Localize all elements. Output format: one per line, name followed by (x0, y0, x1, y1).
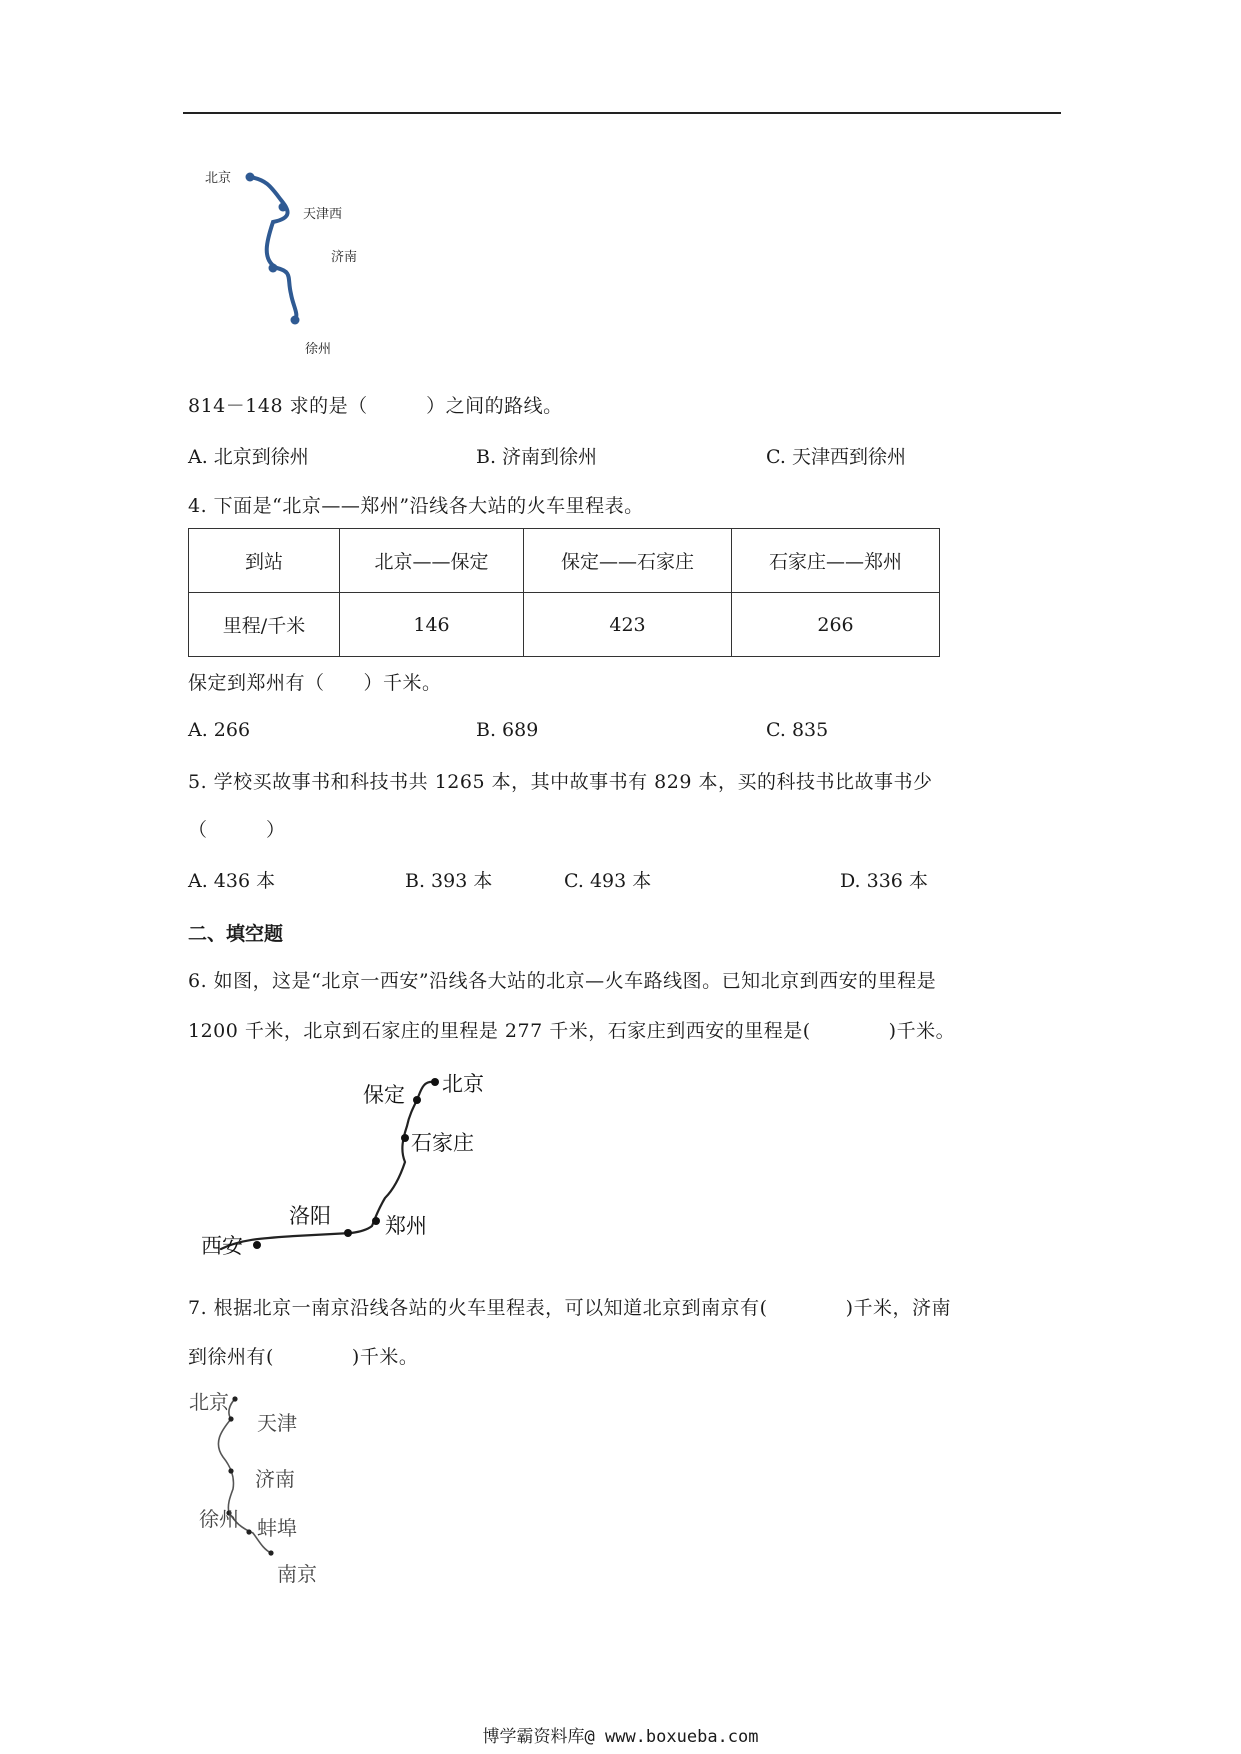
station-dot (372, 1217, 380, 1225)
question-7-line-1: 7. 根据北京一南京沿线各站的火车里程表，可以知道北京到南京有( )千米，济南 (188, 1297, 951, 1319)
header-rule (183, 112, 1061, 114)
station-dot (344, 1229, 352, 1237)
table-header-cell: 到站 (189, 529, 340, 593)
question-7-line-2: 到徐州有( )千米。 (188, 1346, 419, 1368)
question-3-option-b[interactable]: B. 济南到徐州 (476, 446, 598, 468)
station-dot (253, 1241, 261, 1249)
station-label: 北京 (205, 171, 232, 186)
station-label: 郑州 (385, 1214, 427, 1238)
question-6-line-2: 1200 千米，北京到石家庄的里程是 277 千米，石家庄到西安的里程是( )千米。 (188, 1020, 956, 1042)
route-map-beijing-xian (195, 1060, 525, 1270)
station-label: 北京 (189, 1390, 229, 1414)
station-dot (291, 316, 300, 325)
station-dot (228, 1468, 233, 1473)
station-dot (269, 264, 278, 273)
station-label: 蚌埠 (257, 1516, 297, 1540)
question-5-option-d[interactable]: D. 336 本 (840, 870, 928, 892)
route-map-beijing-nanjing (185, 1385, 385, 1595)
station-label: 保定 (363, 1083, 405, 1107)
station-label: 徐州 (199, 1507, 239, 1531)
question-4-option-b[interactable]: B. 689 (476, 719, 539, 741)
route-map-beijing-xuzhou (195, 160, 395, 360)
station-dot (246, 173, 255, 182)
station-label: 济南 (331, 250, 358, 265)
question-5-stem-line-2: （ ） (188, 819, 286, 841)
station-label: 南京 (277, 1562, 317, 1586)
station-dot (246, 1529, 251, 1534)
question-3-option-a[interactable]: A. 北京到徐州 (188, 446, 309, 468)
station-dot (228, 1416, 233, 1421)
table-cell: 里程/千米 (189, 593, 340, 657)
station-label: 北京 (442, 1072, 484, 1096)
station-dot (413, 1096, 421, 1104)
table-header-cell: 北京——保定 (340, 529, 524, 593)
mileage-table (188, 528, 940, 657)
station-label: 石家庄 (411, 1131, 474, 1155)
question-5-option-a[interactable]: A. 436 本 (188, 870, 276, 892)
table-cell: 146 (340, 593, 524, 657)
route-line (250, 177, 296, 320)
question-3-stem: 814－148 求的是（ ）之间的路线。 (188, 395, 563, 417)
question-5-stem-line-1: 5. 学校买故事书和科技书共 1265 本，其中故事书有 829 本，买的科技书比故事书少 (188, 771, 933, 793)
station-label: 西安 (201, 1234, 243, 1258)
station-label: 徐州 (305, 342, 332, 357)
station-dot (431, 1078, 439, 1086)
question-4-option-c[interactable]: C. 835 (766, 719, 829, 741)
table-header-cell: 保定——石家庄 (524, 529, 732, 593)
station-dot (279, 203, 288, 212)
station-label: 天津西 (303, 207, 343, 222)
station-dot (401, 1134, 409, 1142)
station-label: 天津 (257, 1411, 297, 1435)
question-3-option-c[interactable]: C. 天津西到徐州 (766, 446, 906, 468)
table-row (189, 593, 940, 657)
question-4-stem: 4. 下面是“北京——郑州”沿线各大站的火车里程表。 (188, 495, 644, 517)
station-label: 洛阳 (289, 1204, 331, 1228)
section-title: 二、填空题 (188, 923, 284, 945)
table-cell: 266 (732, 593, 940, 657)
station-dot (268, 1550, 273, 1555)
question-6-line-1: 6. 如图，这是“北京一西安”沿线各大站的北京—火车路线图。已知北京到西安的里程是 (188, 970, 937, 992)
question-5-option-c[interactable]: C. 493 本 (564, 870, 652, 892)
footer-source: 博学霸资料库@ www.boxueba.com (482, 1727, 759, 1747)
question-4-option-a[interactable]: A. 266 (188, 719, 251, 741)
table-header-row (189, 529, 940, 593)
table-header-cell: 石家庄——郑州 (732, 529, 940, 593)
table-cell: 423 (524, 593, 732, 657)
station-label: 济南 (255, 1467, 295, 1491)
question-4-question: 保定到郑州有（ ）千米。 (188, 672, 442, 694)
station-dot (232, 1396, 237, 1401)
question-5-option-b[interactable]: B. 393 本 (405, 870, 493, 892)
